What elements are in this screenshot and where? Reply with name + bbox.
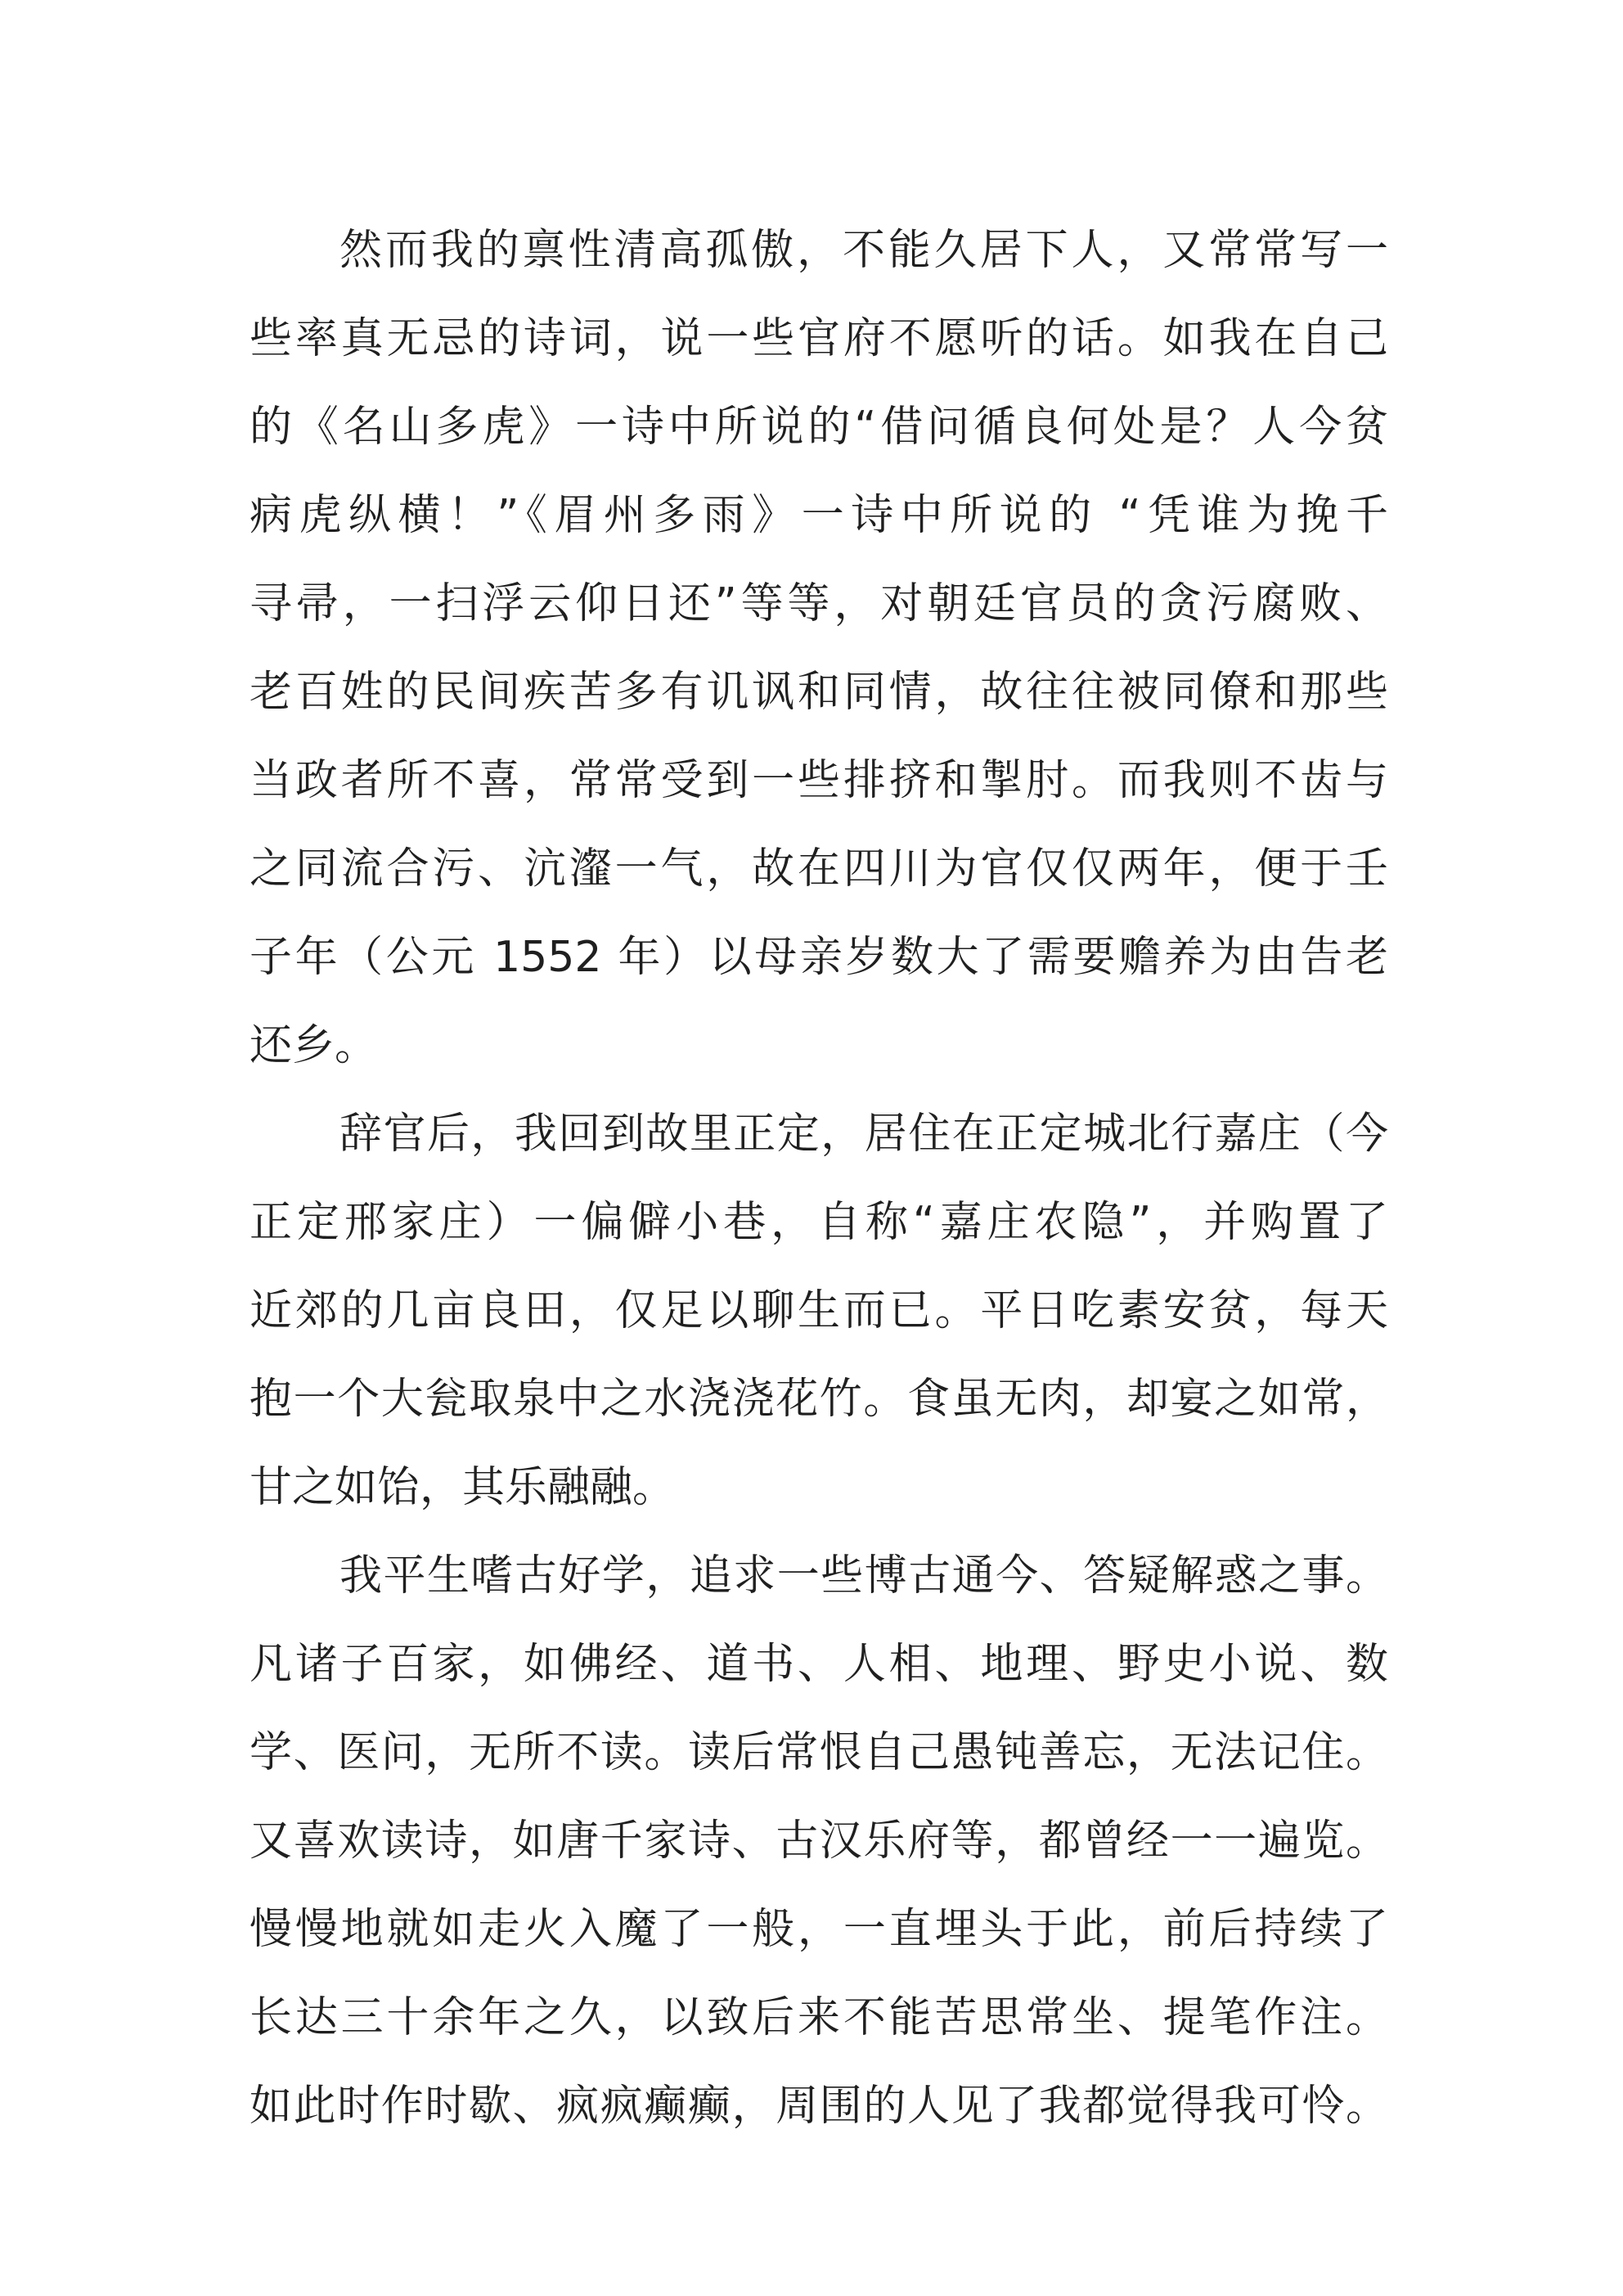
paragraph-line: 又喜欢读诗，如唐千家诗、古汉乐府等，都曾经一一遍览。 — [250, 1817, 1388, 1866]
paragraph-line: 我平生嗜古好学，追求一些博古通今、答疑解惑之事。 — [339, 1551, 1388, 1600]
paragraph-3 — [250, 1532, 1388, 2150]
paragraph-line: 长达三十余年之久，以致后来不能苦思常坐、提笔作注。 — [250, 1993, 1388, 2042]
paragraph-line: 甘之如饴，其乐融融。 — [250, 1463, 676, 1512]
paragraph-line: 如此时作时歇、疯疯癫癫，周围的人见了我都觉得我可怜。 — [250, 2082, 1388, 2131]
paragraph-line: 正定邢家庄）一偏僻小巷，自称“嘉庄农隐”，并购置了 — [250, 1198, 1388, 1247]
paragraph-2 — [250, 1090, 1388, 1532]
paragraph-line: 子年（公元 1552 年）以母亲岁数大了需要赡养为由告老 — [250, 933, 1388, 982]
text-body — [250, 206, 1388, 2150]
paragraph-line: 学、医问，无所不读。读后常恨自己愚钝善忘，无法记住。 — [250, 1728, 1388, 1777]
paragraph-line: 当政者所不喜，常常受到一些排挤和掣肘。而我则不齿与 — [250, 756, 1388, 805]
paragraph-line: 近郊的几亩良田，仅足以聊生而已。平日吃素安贫，每天 — [250, 1286, 1388, 1335]
paragraph-line: 些率真无忌的诗词，说一些官府不愿听的话。如我在自己 — [250, 314, 1388, 363]
paragraph-line: 慢慢地就如走火入魔了一般，一直埋头于此，前后持续了 — [250, 1905, 1388, 1954]
paragraph-line: 的《名山多虎》一诗中所说的“借问循良何处是？人今贫 — [250, 403, 1388, 452]
paragraph-line: 寻帚，一扫浮云仰日还”等等，对朝廷官员的贪污腐败、 — [250, 579, 1388, 628]
paragraph-line: 凡诸子百家，如佛经、道书、人相、地理、野史小说、数 — [250, 1640, 1388, 1689]
paragraph-line: 抱一个大瓮取泉中之水浇浇花竹。食虽无肉，却宴之如常， — [250, 1375, 1388, 1424]
paragraph-line: 然而我的禀性清高孤傲，不能久居下人，又常常写一 — [339, 226, 1388, 275]
paragraph-line: 之同流合污、沆瀣一气，故在四川为官仅仅两年，便于壬 — [250, 844, 1388, 894]
paragraph-line: 病虎纵横！”《眉州多雨》一诗中所说的 “凭谁为挽千 — [250, 491, 1388, 540]
paragraph-line: 老百姓的民间疾苦多有讥讽和同情，故往往被同僚和那些 — [250, 668, 1388, 717]
paragraph-line: 辞官后，我回到故里正定，居住在正定城北行嘉庄（今 — [339, 1110, 1388, 1159]
paragraph-1 — [250, 206, 1388, 1090]
paragraph-line: 还乡。 — [250, 1021, 378, 1070]
